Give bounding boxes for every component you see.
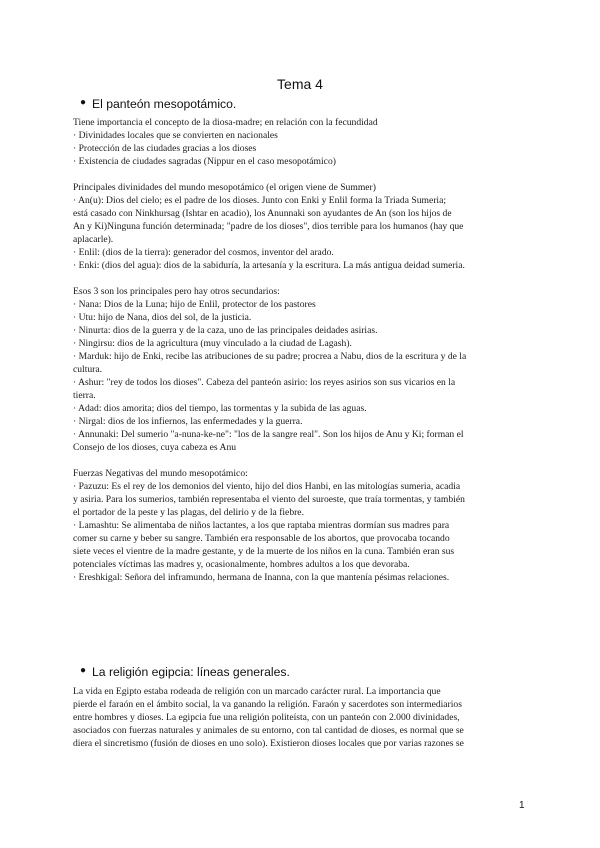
paragraph-line: · Enlil: (dios de la tierra): generador del cosmos, inventor del arado. — [73, 247, 334, 258]
section-heading-text: El panteón mesopotámico. — [92, 97, 237, 111]
paragraph-line: · Enki: (dios del agua): dios de la sabiduría, la artesanía y la escritura. La más antigua deidad sumeria. — [73, 260, 465, 271]
section1-body — [73, 116, 533, 584]
paragraph-line: Esos 3 son los principales pero hay otros secundarios: — [73, 286, 280, 297]
paragraph-line: está casado con Ninkhursag (Ishtar en acadio), los Anunnaki son ayudantes de An (son los hijos de — [73, 208, 452, 219]
paragraph-line: Principales divinidades del mundo mesopotámico (el origen viene de Summer) — [73, 182, 376, 193]
paragraph-line: La vida en Egipto estaba rodeada de religión con un marcado carácter rural. La importancia que — [73, 686, 441, 697]
section2-body — [73, 685, 533, 750]
paragraph-line: · Lamashtu: Se alimentaba de niños lactantes, a los que raptaba mientras dormían sus madres para — [73, 520, 450, 531]
section-heading-egypt — [80, 665, 290, 679]
paragraph-line: el portador de la peste y las plagas, del delirio y de la fiebre. — [73, 507, 304, 518]
paragraph-line: asociados con fuerzas naturales y animales de su entorno, con tal cantidad de dioses, es normal que se — [73, 725, 464, 736]
section-heading-mesopotamia — [80, 97, 237, 111]
paragraph-line: · Ereshkigal: Señora del inframundo, hermana de Inanna, con la que mantenía pésimas relaciones. — [73, 572, 450, 583]
bullet-icon: ● — [80, 97, 87, 108]
section-heading-text: La religión egipcia: líneas generales. — [92, 665, 290, 679]
paragraph-line: · Annunaki: Del sumerio "a-nuna-ke-ne": "los de la sangre real". Son los hijos de Anu y Ki; forman el — [73, 429, 464, 440]
paragraph-line: · An(u): Dios del cielo; es el padre de los dioses. Junto con Enki y Enlil forma la Triada Sumeria; — [73, 195, 447, 206]
paragraph-line: comer su carne y beber su sangre. También era responsable de los abortos, que provocaba tocando — [73, 533, 450, 544]
paragraph-line: · Ashur: "rey de todos los dioses". Cabeza del panteón asirio: los reyes asirios son sus vicarios en la — [73, 377, 456, 388]
paragraph-line: · Marduk: hijo de Enki, recibe las atribuciones de su padre; procrea a Nabu, dios de la escritura y de la — [73, 351, 467, 362]
paragraph-line: · Ningirsu: dios de la agricultura (muy vinculado a la ciudad de Lagash). — [73, 338, 352, 349]
paragraph-line: potenciales víctimas las madres y, ocasionalmente, hombres adultos a los que devoraba. — [73, 559, 410, 570]
paragraph-line: · Protección de las ciudades gracias a los dioses — [73, 143, 257, 154]
paragraph-line: diera el sincretismo (fusión de dioses en uno solo). Existieron dioses locales que por varias razones se — [73, 738, 464, 749]
paragraph-line: · Divinidades locales que se convierten en nacionales — [73, 130, 278, 141]
paragraph-line: tierra. — [73, 390, 96, 401]
paragraph-line: · Utu: hijo de Nana, dios del sol, de la justicia. — [73, 312, 252, 323]
paragraph-line: siete veces el vientre de la madre gestante, y de la muerte de los niños en la cuna. También eran sus — [73, 546, 455, 557]
paragraph-line: Tiene importancia el concepto de la diosa-madre; en relación con la fecundidad — [73, 117, 378, 128]
paragraph-line: · Existencia de ciudades sagradas (Nippur en el caso mesopotámico) — [73, 156, 336, 167]
paragraph-line: Fuerzas Negativas del mundo mesopotámico: — [73, 468, 248, 479]
paragraph-line: Consejo de los dioses, cuya cabeza es Anu — [73, 442, 237, 453]
page-title: Tema 4 — [277, 76, 323, 92]
paragraph-line: An y Ki)Ninguna función determinada; "padre de los dioses", dios terrible para los humanos (hay que — [73, 221, 464, 232]
paragraph-line: · Nirgal: dios de los infiernos, las enfermedades y la guerra. — [73, 416, 303, 427]
page-number: 1 — [519, 800, 525, 811]
bullet-icon: ● — [80, 665, 87, 676]
paragraph-line: · Nana: Dios de la Luna; hijo de Enlil, protector de los pastores — [73, 299, 316, 310]
paragraph-line: · Adad: dios amorita; dios del tiempo, las tormentas y la subida de las aguas. — [73, 403, 367, 414]
paragraph-line: pierde el faraón en el ámbito social, la va ganando la religión. Faraón y sacerdotes son intermediarios — [73, 699, 462, 710]
paragraph-line: cultura. — [73, 364, 103, 375]
paragraph-line: entre hombres y dioses. La egipcia fue una religión politeísta, con un panteón con 2.000 divinidades, — [73, 712, 460, 723]
paragraph-line: aplacarle). — [73, 234, 114, 245]
paragraph-line: y asiria. Para los sumerios, también representaba el viento del suroeste, que traía tormentas, y también — [73, 494, 465, 505]
paragraph-line: · Ninurta: dios de la guerra y de la caza, uno de las principales deidades asirias. — [73, 325, 378, 336]
paragraph-line: · Pazuzu: Es el rey de los demonios del viento, hijo del dios Hanbi, en las mitologías sumeria, acadia — [73, 481, 461, 492]
